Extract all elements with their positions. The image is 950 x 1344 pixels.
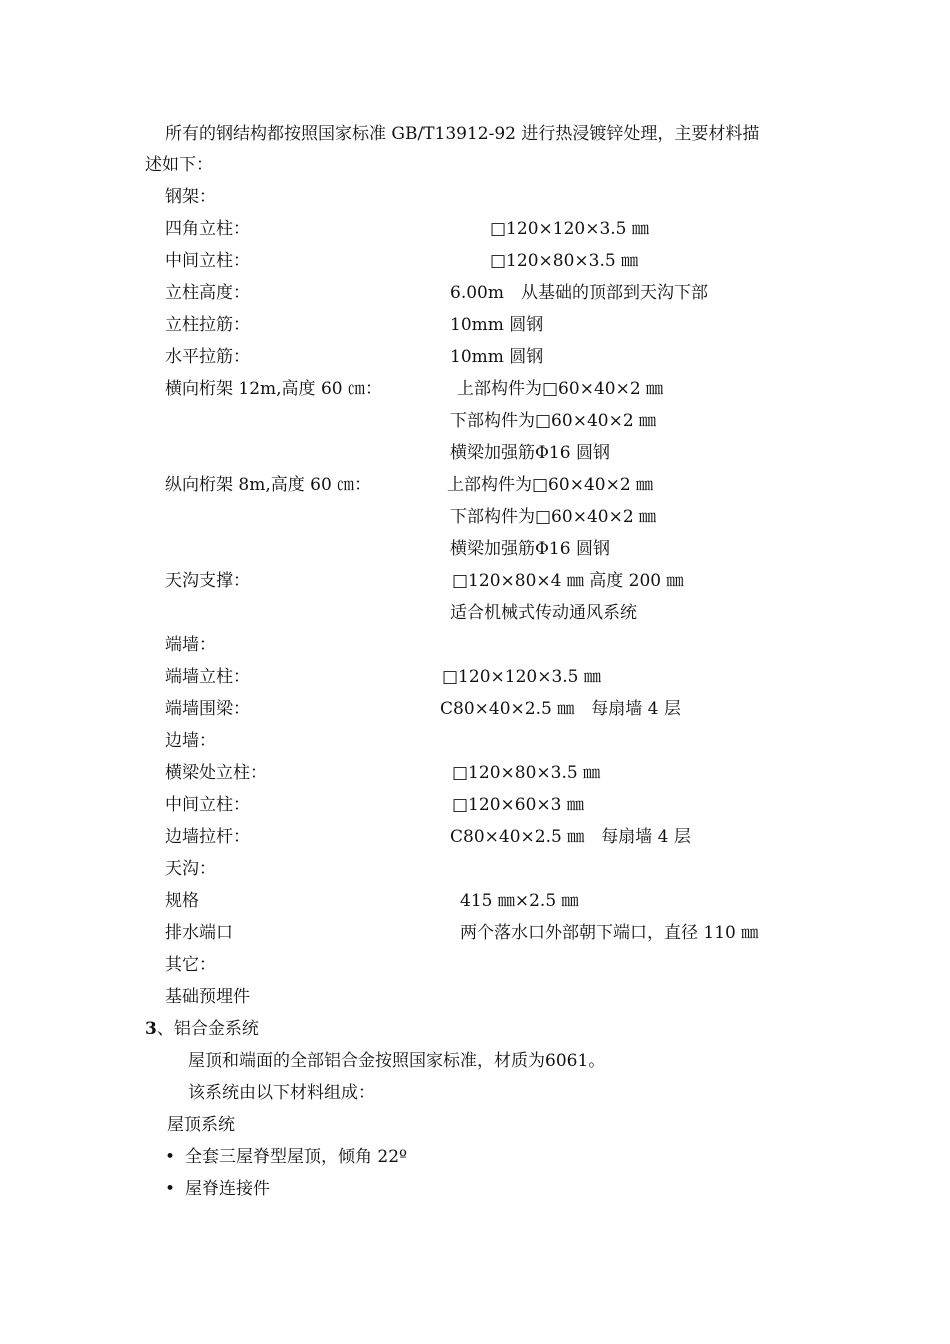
list-item xyxy=(165,1178,270,1200)
spec-value: C80×40×2.5 ㎜ 每扇墙 4 层 xyxy=(440,699,681,719)
list-item xyxy=(165,1146,407,1168)
spec-value: □120×80×4 ㎜ 高度 200 ㎜ xyxy=(452,571,684,591)
intro-line-2: 述如下： xyxy=(145,155,213,175)
bullet-icon: • xyxy=(165,1179,176,1199)
spec-label: 纵向桁架 8m,高度 60 ㎝： xyxy=(165,475,372,495)
spec-label: 四角立柱： xyxy=(165,219,250,239)
spec-value: 10mm 圆钢 xyxy=(450,315,544,335)
intro-line-1: 所有的钢结构都按照国家标准 GB/T13912-92 进行热浸镀锌处理，主要材料描 xyxy=(165,124,760,144)
spec-value: 两个落水口外部朝下端口，直径 110 ㎜ xyxy=(460,923,759,943)
spec-value: □120×60×3 ㎜ xyxy=(452,795,584,815)
spec-value: □120×80×3.5 ㎜ xyxy=(452,763,601,783)
spec-label: 横梁处立柱： xyxy=(165,763,267,783)
spec-label: 立柱高度： xyxy=(165,283,250,303)
spec-value: □120×80×3.5 ㎜ xyxy=(490,251,639,271)
section-number: 3 xyxy=(145,1019,157,1039)
spec-value: 上部构件为□60×40×2 ㎜ xyxy=(447,475,654,495)
spec-label: 排水端口 xyxy=(165,923,233,943)
spec-value: 415 ㎜×2.5 ㎜ xyxy=(460,891,579,911)
spec-label: 横向桁架 12m,高度 60 ㎝： xyxy=(165,379,382,399)
roof-system-subheading: 屋顶系统 xyxy=(167,1115,235,1135)
gutter-heading: 天沟： xyxy=(165,859,216,879)
list-item-text: 屋脊连接件 xyxy=(185,1179,270,1199)
spec-label: 边墙拉杆： xyxy=(165,827,250,847)
spec-label: 中间立柱： xyxy=(165,795,250,815)
spec-value: 10mm 圆钢 xyxy=(450,347,544,367)
other-heading: 其它： xyxy=(165,955,216,975)
spec-value: 6.00m 从基础的顶部到天沟下部 xyxy=(450,283,708,303)
spec-value: C80×40×2.5 ㎜ 每扇墙 4 层 xyxy=(450,827,691,847)
spec-value: □120×120×3.5 ㎜ xyxy=(442,667,601,687)
spec-value: 适合机械式传动通风系统 xyxy=(450,603,637,623)
spec-value: 横梁加强筋Φ16 圆钢 xyxy=(450,443,610,463)
spec-label: 规格 xyxy=(165,891,199,911)
spec-label: 端墙立柱： xyxy=(165,667,250,687)
spec-label: 端墙围梁： xyxy=(165,699,250,719)
section-3-paragraph-1: 屋顶和端面的全部铝合金按照国家标准，材质为6061。 xyxy=(188,1051,606,1071)
spec-label: 水平拉筋： xyxy=(165,347,250,367)
steel-frame-heading: 钢架： xyxy=(165,187,216,207)
bullet-icon: • xyxy=(165,1147,176,1167)
spec-value: 下部构件为□60×40×2 ㎜ xyxy=(450,507,657,527)
spec-value: 横梁加强筋Φ16 圆钢 xyxy=(450,539,610,559)
spec-value: 上部构件为□60×40×2 ㎜ xyxy=(457,379,664,399)
end-wall-heading: 端墙： xyxy=(165,635,216,655)
spec-label: 天沟支撑： xyxy=(165,571,250,591)
list-item-text: 全套三屋脊型屋顶，倾角 22º xyxy=(185,1147,408,1167)
spec-label: 中间立柱： xyxy=(165,251,250,271)
section-3-heading xyxy=(145,1018,259,1040)
section-title: 、铝合金系统 xyxy=(156,1019,259,1039)
spec-value: □120×120×3.5 ㎜ xyxy=(490,219,649,239)
spec-label: 立柱拉筋： xyxy=(165,315,250,335)
spec-value: 下部构件为□60×40×2 ㎜ xyxy=(450,411,657,431)
section-3-paragraph-2: 该系统由以下材料组成： xyxy=(188,1083,375,1103)
spec-label: 基础预埋件 xyxy=(165,987,250,1007)
side-wall-heading: 边墙： xyxy=(165,731,216,751)
